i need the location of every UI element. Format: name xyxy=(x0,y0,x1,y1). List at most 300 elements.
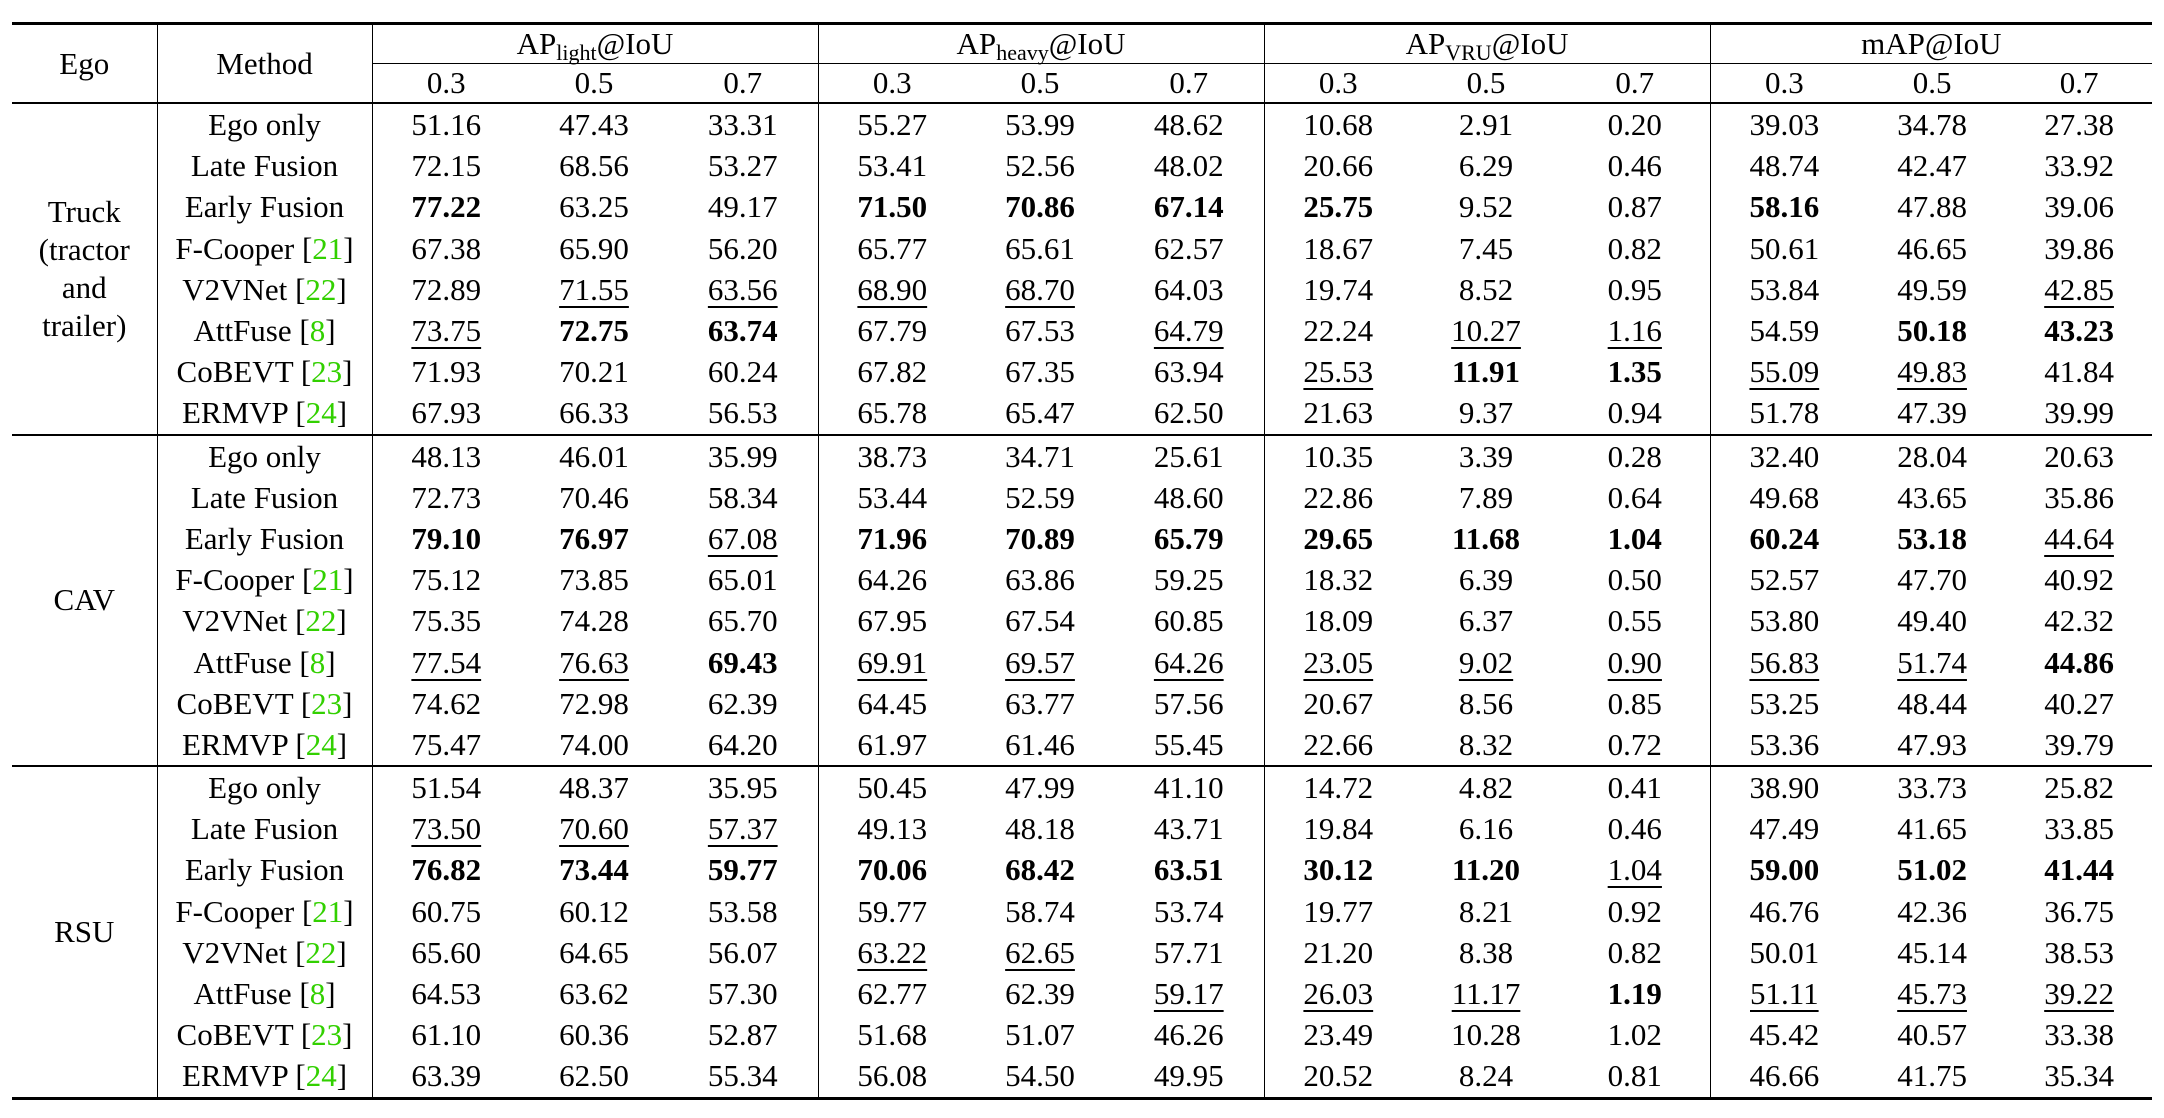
table-row xyxy=(12,766,2152,808)
value-cell xyxy=(1560,392,1710,434)
value-text: 51.16 xyxy=(411,107,482,143)
value-cell xyxy=(1412,600,1560,641)
value-text: 79.10 xyxy=(411,520,482,556)
value-cell xyxy=(818,766,966,808)
value-cell xyxy=(1264,766,1412,808)
value-cell xyxy=(2006,559,2152,600)
value-cell xyxy=(520,724,668,766)
value-text: 71.93 xyxy=(411,354,482,390)
value-text: 35.95 xyxy=(707,770,778,806)
value-cell xyxy=(1114,518,1264,559)
value-cell xyxy=(1560,228,1710,269)
value-text: 63.86 xyxy=(1005,562,1075,598)
group-suffix: @IoU xyxy=(1924,26,2002,61)
value-text: 72.98 xyxy=(559,685,629,721)
value-cell xyxy=(520,269,668,310)
value-text: 63.77 xyxy=(1005,685,1075,721)
value-text: 0.20 xyxy=(1607,107,1662,143)
value-text: 51.74 xyxy=(1897,644,1967,680)
value-text: 73.75 xyxy=(411,313,482,349)
method-cell: CoBEVT [23] xyxy=(157,683,372,724)
value-text: 33.85 xyxy=(2044,811,2114,847)
value-text: 70.86 xyxy=(1005,189,1075,225)
ego-label-line: (tractor xyxy=(38,231,130,267)
value-cell xyxy=(1858,186,2006,227)
citation-link[interactable]: 23 xyxy=(311,685,343,721)
table-row xyxy=(12,145,2152,186)
table-row xyxy=(12,849,2152,890)
value-cell xyxy=(1114,849,1264,890)
value-text: 53.80 xyxy=(1749,603,1820,639)
value-cell xyxy=(966,766,1114,808)
value-text: 55.27 xyxy=(857,107,928,143)
value-cell xyxy=(520,600,668,641)
value-cell xyxy=(1412,766,1560,808)
value-cell xyxy=(1710,559,1858,600)
method-name: CoBEVT xyxy=(176,354,294,390)
value-text: 9.52 xyxy=(1458,189,1514,225)
citation-link[interactable]: 22 xyxy=(305,603,337,639)
value-cell xyxy=(2006,683,2152,724)
value-cell xyxy=(1264,145,1412,186)
value-text: 0.82 xyxy=(1607,230,1662,266)
value-text: 49.95 xyxy=(1153,1058,1224,1094)
value-text: 59.17 xyxy=(1153,976,1224,1012)
value-cell xyxy=(1412,145,1560,186)
method-cell: V2VNet [22] xyxy=(157,932,372,973)
value-text: 7.89 xyxy=(1458,479,1514,515)
value-text: 0.87 xyxy=(1607,189,1662,225)
method-name: ERMVP xyxy=(181,1058,288,1094)
value-cell xyxy=(1858,973,2006,1014)
value-cell xyxy=(818,1055,966,1098)
citation-link[interactable]: 8 xyxy=(309,313,326,349)
value-text: 10.27 xyxy=(1451,313,1521,349)
value-cell xyxy=(1412,103,1560,145)
value-text: 11.17 xyxy=(1451,976,1521,1012)
citation-link[interactable]: 24 xyxy=(305,1058,337,1094)
value-text: 0.82 xyxy=(1607,934,1662,970)
value-text: 10.35 xyxy=(1303,438,1374,474)
value-cell xyxy=(1264,932,1412,973)
group-header-ap-light xyxy=(372,24,818,64)
value-text: 65.01 xyxy=(707,562,778,598)
results-table xyxy=(12,22,2152,1100)
value-text: 48.62 xyxy=(1153,107,1224,143)
ego-label-line: RSU xyxy=(54,913,115,949)
value-text: 62.77 xyxy=(857,976,928,1012)
method-cell xyxy=(157,766,372,808)
value-cell xyxy=(1264,683,1412,724)
value-text: 53.99 xyxy=(1005,107,1075,143)
value-text: 46.76 xyxy=(1749,893,1820,929)
method-cell xyxy=(157,103,372,145)
value-text: 72.89 xyxy=(411,271,482,307)
value-text: 51.02 xyxy=(1897,852,1967,888)
value-cell xyxy=(818,1014,966,1055)
value-text: 42.47 xyxy=(1897,148,1967,184)
value-text: 68.90 xyxy=(857,271,928,307)
value-text: 19.84 xyxy=(1303,811,1374,847)
value-cell xyxy=(2006,973,2152,1014)
value-cell xyxy=(1710,145,1858,186)
value-cell xyxy=(1412,683,1560,724)
value-cell xyxy=(372,351,520,392)
value-text: 25.75 xyxy=(1303,189,1374,225)
value-cell xyxy=(2006,600,2152,641)
value-cell xyxy=(966,683,1114,724)
value-cell xyxy=(372,683,520,724)
value-text: 20.52 xyxy=(1303,1058,1374,1094)
table-row xyxy=(12,973,2152,1014)
value-text: 77.54 xyxy=(411,644,482,680)
value-cell xyxy=(668,103,818,145)
value-text: 69.57 xyxy=(1005,644,1075,680)
value-text: 48.02 xyxy=(1153,148,1224,184)
ego-label-line: CAV xyxy=(53,582,115,618)
value-text: 20.63 xyxy=(2044,438,2114,474)
value-cell xyxy=(372,392,520,434)
value-cell xyxy=(1560,1014,1710,1055)
value-cell xyxy=(1412,641,1560,682)
group-prefix: mAP xyxy=(1861,26,1925,61)
value-text: 38.73 xyxy=(857,438,928,474)
value-text: 22.86 xyxy=(1303,479,1374,515)
threshold-header: 0.7 xyxy=(1560,64,1710,104)
value-text: 54.50 xyxy=(1005,1058,1075,1094)
value-cell xyxy=(1264,392,1412,434)
value-text: 0.94 xyxy=(1607,395,1662,431)
value-text: 10.28 xyxy=(1451,1017,1521,1053)
value-cell xyxy=(520,392,668,434)
threshold-header: 0.7 xyxy=(2059,65,2099,100)
value-cell xyxy=(818,518,966,559)
table-row xyxy=(12,103,2152,145)
value-cell xyxy=(1560,766,1710,808)
value-text: 53.18 xyxy=(1897,520,1967,556)
value-text: 33.31 xyxy=(707,107,778,143)
value-cell xyxy=(1858,1014,2006,1055)
value-cell xyxy=(668,186,818,227)
value-cell xyxy=(1412,973,1560,1014)
citation-link[interactable]: 21 xyxy=(312,562,344,598)
value-cell xyxy=(966,310,1114,351)
value-cell xyxy=(1114,891,1264,932)
value-text: 49.83 xyxy=(1897,354,1967,390)
method-name: Late Fusion xyxy=(190,811,339,847)
group-suffix: @IoU xyxy=(1048,26,1126,61)
value-cell xyxy=(520,849,668,890)
value-text: 59.25 xyxy=(1153,562,1224,598)
citation-link[interactable]: 24 xyxy=(305,395,337,431)
value-cell xyxy=(1710,1055,1858,1098)
value-cell xyxy=(1412,392,1560,434)
value-text: 72.75 xyxy=(559,313,629,349)
value-cell xyxy=(668,269,818,310)
value-cell xyxy=(1710,351,1858,392)
value-cell xyxy=(1710,973,1858,1014)
value-cell xyxy=(818,269,966,310)
value-text: 0.46 xyxy=(1607,148,1662,184)
method-cell: CoBEVT [23] xyxy=(157,1014,372,1055)
method-name: V2VNet xyxy=(182,934,288,970)
value-cell xyxy=(372,310,520,351)
value-text: 63.51 xyxy=(1153,852,1224,888)
value-cell xyxy=(818,559,966,600)
value-cell xyxy=(520,477,668,518)
value-cell xyxy=(1858,269,2006,310)
method-cell: ERMVP [24] xyxy=(157,724,372,766)
value-text: 42.85 xyxy=(2044,271,2114,307)
value-cell xyxy=(372,932,520,973)
value-cell xyxy=(1858,849,2006,890)
group-header-ap-heavy xyxy=(818,24,1264,64)
value-cell xyxy=(966,186,1114,227)
value-cell xyxy=(1412,228,1560,269)
value-text: 48.13 xyxy=(411,438,482,474)
value-text: 39.22 xyxy=(2044,976,2114,1012)
value-text: 56.07 xyxy=(707,934,778,970)
method-name: ERMVP xyxy=(181,395,288,431)
value-text: 67.54 xyxy=(1005,603,1075,639)
value-cell xyxy=(818,310,966,351)
value-text: 10.68 xyxy=(1303,107,1374,143)
method-cell xyxy=(157,518,372,559)
value-text: 11.20 xyxy=(1452,852,1521,888)
value-cell xyxy=(2006,891,2152,932)
table-row xyxy=(12,186,2152,227)
value-cell xyxy=(1114,145,1264,186)
method-cell xyxy=(157,808,372,849)
value-text: 6.39 xyxy=(1458,562,1514,598)
value-cell xyxy=(2006,228,2152,269)
value-text: 67.82 xyxy=(857,354,928,390)
value-text: 47.43 xyxy=(559,107,629,143)
value-cell xyxy=(372,269,520,310)
value-text: 56.53 xyxy=(707,395,778,431)
value-cell xyxy=(1114,1055,1264,1098)
value-text: 67.93 xyxy=(411,395,482,431)
value-text: 47.88 xyxy=(1897,189,1967,225)
value-cell xyxy=(372,518,520,559)
value-cell xyxy=(1412,269,1560,310)
citation-link[interactable]: 24 xyxy=(305,726,337,762)
method-name: AttFuse xyxy=(193,976,292,1012)
value-cell xyxy=(668,559,818,600)
value-text: 58.34 xyxy=(707,479,778,515)
value-cell xyxy=(818,973,966,1014)
value-cell xyxy=(2006,145,2152,186)
value-cell xyxy=(1264,600,1412,641)
method-cell: AttFuse [8] xyxy=(157,310,372,351)
value-text: 76.82 xyxy=(411,852,482,888)
value-cell xyxy=(1560,724,1710,766)
value-cell xyxy=(372,891,520,932)
value-text: 41.44 xyxy=(2044,852,2114,888)
value-text: 65.70 xyxy=(707,603,778,639)
value-cell xyxy=(1858,683,2006,724)
value-cell xyxy=(1710,269,1858,310)
value-text: 41.84 xyxy=(2044,354,2114,390)
value-cell xyxy=(818,683,966,724)
value-cell xyxy=(1264,228,1412,269)
value-cell xyxy=(2006,269,2152,310)
value-text: 0.92 xyxy=(1607,893,1662,929)
value-cell xyxy=(1412,186,1560,227)
value-text: 68.42 xyxy=(1005,852,1075,888)
value-cell xyxy=(668,1055,818,1098)
group-prefix: AP xyxy=(516,26,557,61)
value-text: 73.44 xyxy=(559,852,629,888)
value-cell xyxy=(1114,1014,1264,1055)
value-cell xyxy=(1264,518,1412,559)
value-cell xyxy=(1710,1014,1858,1055)
value-text: 1.16 xyxy=(1607,313,1662,349)
table-row xyxy=(12,1055,2152,1098)
value-cell xyxy=(1412,932,1560,973)
value-cell xyxy=(966,435,1114,477)
value-cell xyxy=(2006,186,2152,227)
value-cell xyxy=(1560,518,1710,559)
value-text: 34.71 xyxy=(1005,438,1075,474)
value-cell xyxy=(1858,518,2006,559)
table-row xyxy=(12,310,2152,351)
value-text: 63.56 xyxy=(707,271,778,307)
method-cell: F-Cooper [21] xyxy=(157,891,372,932)
value-cell xyxy=(1114,683,1264,724)
value-cell xyxy=(1560,973,1710,1014)
value-cell xyxy=(1412,1014,1560,1055)
value-text: 68.70 xyxy=(1005,271,1075,307)
value-cell xyxy=(520,103,668,145)
value-text: 65.47 xyxy=(1005,395,1075,431)
value-text: 48.44 xyxy=(1897,685,1967,721)
value-text: 19.74 xyxy=(1303,271,1374,307)
value-text: 67.08 xyxy=(707,520,778,556)
value-cell xyxy=(966,808,1114,849)
threshold-header: 0.3 xyxy=(1318,65,1358,100)
value-cell xyxy=(1412,891,1560,932)
method-cell xyxy=(157,186,372,227)
value-text: 33.92 xyxy=(2044,148,2114,184)
citation-link[interactable]: 21 xyxy=(312,230,344,266)
value-cell xyxy=(818,103,966,145)
table-row xyxy=(12,228,2152,269)
value-cell xyxy=(818,435,966,477)
value-text: 62.50 xyxy=(559,1058,629,1094)
method-name: Ego only xyxy=(208,770,321,806)
citation-link[interactable]: 8 xyxy=(309,644,326,680)
value-text: 60.75 xyxy=(411,893,482,929)
value-cell xyxy=(1710,849,1858,890)
value-cell xyxy=(966,724,1114,766)
value-cell xyxy=(372,724,520,766)
citation-link[interactable]: 22 xyxy=(305,934,337,970)
group-header-map xyxy=(1710,24,2152,64)
value-text: 48.60 xyxy=(1153,479,1224,515)
method-name: Early Fusion xyxy=(184,520,345,556)
value-text: 51.68 xyxy=(857,1017,928,1053)
value-cell xyxy=(1858,1055,2006,1098)
value-text: 2.91 xyxy=(1458,107,1514,143)
value-text: 68.56 xyxy=(559,148,629,184)
value-text: 70.89 xyxy=(1005,520,1075,556)
citation-link[interactable]: 23 xyxy=(311,354,343,390)
table-row xyxy=(12,518,2152,559)
method-name: Ego only xyxy=(208,107,321,143)
method-cell xyxy=(157,477,372,518)
value-cell xyxy=(1412,849,1560,890)
value-text: 69.43 xyxy=(707,644,778,680)
value-text: 35.86 xyxy=(2044,479,2114,515)
table-row xyxy=(12,891,2152,932)
citation-link[interactable]: 21 xyxy=(312,893,344,929)
method-name: Early Fusion xyxy=(184,189,345,225)
value-cell xyxy=(2006,103,2152,145)
value-text: 75.12 xyxy=(411,562,482,598)
value-cell xyxy=(966,145,1114,186)
value-text: 60.36 xyxy=(559,1017,629,1053)
value-text: 66.33 xyxy=(559,395,629,431)
value-cell xyxy=(2006,392,2152,434)
value-text: 62.65 xyxy=(1005,934,1075,970)
value-text: 34.78 xyxy=(1897,107,1967,143)
value-cell xyxy=(1412,1055,1560,1098)
group-subscript: light xyxy=(556,40,597,65)
value-cell xyxy=(1114,228,1264,269)
value-text: 45.73 xyxy=(1897,976,1967,1012)
value-cell xyxy=(1114,641,1264,682)
value-text: 61.97 xyxy=(857,726,928,762)
value-cell xyxy=(668,351,818,392)
value-text: 48.18 xyxy=(1005,811,1075,847)
value-text: 0.41 xyxy=(1607,770,1662,806)
value-text: 52.57 xyxy=(1749,562,1820,598)
threshold-header: 0.3 xyxy=(872,65,912,100)
citation-link[interactable]: 8 xyxy=(309,976,326,1012)
value-cell xyxy=(1710,186,1858,227)
table-body xyxy=(12,103,2152,1098)
value-text: 1.02 xyxy=(1607,1017,1662,1053)
value-cell xyxy=(1858,600,2006,641)
value-text: 41.75 xyxy=(1897,1058,1967,1094)
value-text: 7.45 xyxy=(1458,230,1514,266)
value-cell xyxy=(1560,435,1710,477)
value-text: 70.21 xyxy=(559,354,629,390)
value-cell xyxy=(818,477,966,518)
citation-link[interactable]: 22 xyxy=(305,271,337,307)
value-text: 50.18 xyxy=(1897,313,1967,349)
value-text: 53.44 xyxy=(857,479,928,515)
value-text: 25.53 xyxy=(1303,354,1374,390)
value-text: 73.50 xyxy=(411,811,482,847)
value-text: 56.83 xyxy=(1749,644,1820,680)
value-cell xyxy=(1264,1055,1412,1098)
value-cell xyxy=(1560,477,1710,518)
value-text: 22.24 xyxy=(1303,313,1374,349)
threshold-header: 0.5 xyxy=(1466,65,1506,100)
value-text: 27.38 xyxy=(2044,107,2114,143)
value-text: 6.16 xyxy=(1458,811,1514,847)
value-text: 20.67 xyxy=(1303,685,1374,721)
value-cell xyxy=(520,683,668,724)
value-text: 67.38 xyxy=(411,230,482,266)
value-text: 53.36 xyxy=(1749,726,1820,762)
value-text: 18.09 xyxy=(1303,603,1374,639)
group-prefix: AP xyxy=(956,26,997,61)
citation-link[interactable]: 23 xyxy=(311,1017,343,1053)
value-text: 41.65 xyxy=(1897,811,1967,847)
